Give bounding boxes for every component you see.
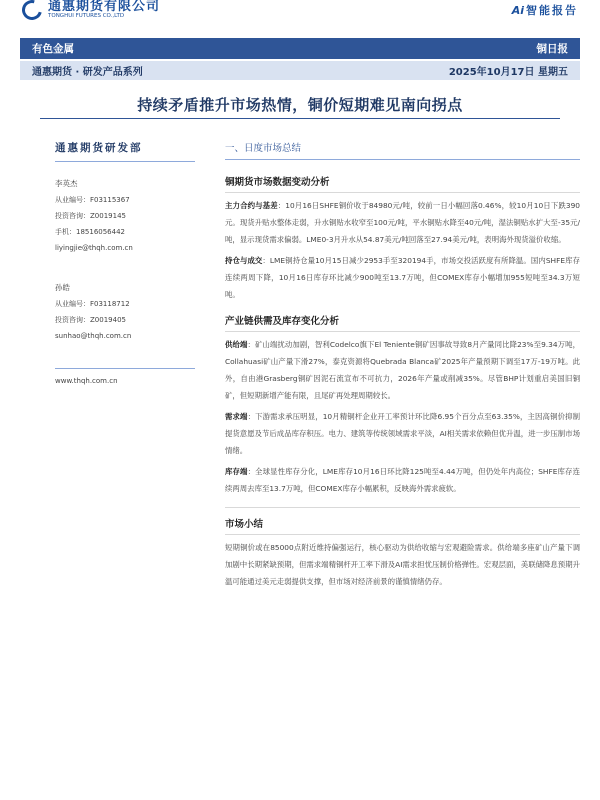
analyst-card: [55, 280, 195, 344]
paragraph: [225, 463, 580, 497]
section-heading: 一、日度市场总结: [225, 140, 580, 160]
ai-report-tag: [512, 2, 578, 18]
block-title: 产业链供需及库存变化分析: [225, 313, 580, 332]
paragraph-lead: 需求端: [225, 412, 248, 421]
analyst-license: 从业编号：F03118712: [55, 300, 130, 308]
category-label: 有色金属: [32, 43, 74, 55]
report-title: 持续矛盾推升市场热情，铜价短期难见南向拐点: [137, 96, 463, 114]
analyst-name: 孙皓: [55, 283, 70, 292]
analyst-email[interactable]: liyingjie@thqh.com.cn: [55, 244, 133, 252]
paragraph-lead: 库存端: [225, 467, 248, 476]
ai-report-label: 智能报告: [526, 4, 578, 17]
analysis-block: [225, 313, 580, 497]
paragraph: [225, 408, 580, 459]
category-band: [20, 38, 580, 59]
series-band: [20, 61, 580, 80]
paragraph-text: ：10月16日SHFE铜价收于84980元/吨，较前一日小幅回落0.46%，较10月10日下跌390元。现货升贴水整体走弱，升水铜贴水收窄至100元/吨，平水铜贴水降至40元/吨，湿法铜贴水扩大至-35元/吨，显示现货需求偏弱。LME0-3月升水从54.87美元/吨回落至27.94美元/吨，表明海外现货溢价收缩。: [225, 201, 580, 244]
analyst-card: [55, 176, 195, 256]
paragraph-text: ：下游需求承压明显，10月精铜杆企业开工率预计环比降6.95个百分点至63.35%，主因高铜价抑制提货意愿及节后成品库存积压。电力、建筑等传统领域需求平淡，AI相关需求依赖但优升温，进一步压制市场情绪。: [225, 412, 580, 455]
block-title: 铜期货市场数据变动分析: [225, 174, 580, 193]
logo-name-cn: 通惠期货有限公司: [48, 0, 161, 15]
paragraph-text: ：矿山端扰动加剧，智利Codelco旗下El Teniente铜矿因事故导致8月产量同比降23%至9.34万吨，Collahuasi矿山产量下滑27%，泰克资源将Quebrada Blanca矿2025年产量预期下调至17万-19万吨。此外，自由港Grasberg铜矿因泥石流宣布不可抗力，2026年产量或削减35%。尽管BHP计划重启美国旧铜矿，但短期新增产能有限，且尾矿再处理周期较长。: [225, 340, 580, 400]
report-type-label: 铜日报: [536, 43, 568, 55]
title-divider: [40, 118, 560, 119]
paragraph: [225, 252, 580, 303]
main-content: [225, 140, 580, 594]
paragraph-lead: 供给端: [225, 340, 248, 349]
ai-prefix: Ai: [511, 4, 524, 17]
department-name: 通惠期货研发部: [55, 140, 195, 162]
series-label: 通惠期货 · 研发产品系列: [32, 67, 143, 78]
paragraph-text: ：全球显性库存分化，LME库存10月16日环比降125吨至4.44万吨，但仍处年内高位；SHFE库存连续两周去库至13.7万吨，但COMEX库存小幅累积，反映海外需求疲软。: [225, 467, 580, 493]
analyst-advisory: 投资咨询：Z0019145: [55, 212, 126, 220]
report-date: 2025年10月17日 星期五: [448, 67, 568, 78]
top-bar: [0, 0, 600, 22]
sidebar: [55, 140, 195, 385]
analyst-email[interactable]: sunhao@thqh.com.cn: [55, 332, 132, 340]
analysis-block: [225, 174, 580, 303]
logo-mark-icon: [18, 0, 45, 24]
analyst-advisory: 投资咨询：Z0019405: [55, 316, 126, 324]
analyst-phone: 手机：18516056442: [55, 228, 125, 236]
logo-name-en: TONGHUI FUTURES CO.,LTD: [48, 13, 125, 20]
paragraph-lead: 持仓与成交: [225, 256, 263, 265]
paragraph-lead: 主力合约与基差: [225, 201, 278, 210]
summary-title: 市场小结: [225, 507, 580, 535]
summary-paragraph: 短期铜价或在85000点附近维持偏强运行，核心驱动为供给收缩与宏观避险需求。供给端多座矿山产量下调加剧中长期紧缺预期，但需求端精铜杆开工率下滑及AI需求担忧压制价格弹性。宏观层面，美联储降息预期升温可能通过美元走弱提供支撑，但市场对经济前景的谨慎情绪仍存。: [225, 543, 580, 586]
company-logo: [22, 0, 160, 20]
paragraph: [225, 336, 580, 404]
website-link[interactable]: www.thqh.com.cn: [55, 368, 195, 385]
paragraph-text: ：LME铜持仓量10月15日减少2953手至320194手，市场交投活跃度有所降温。国内SHFE库存连续两周下降，10月16日库存环比减少900吨至13.7万吨，但COMEX库存小幅增加955短吨至34.3万短吨。: [225, 256, 580, 299]
analyst-name: 李英杰: [55, 179, 78, 188]
analyst-license: 从业编号：F03115367: [55, 196, 130, 204]
paragraph: [225, 197, 580, 248]
